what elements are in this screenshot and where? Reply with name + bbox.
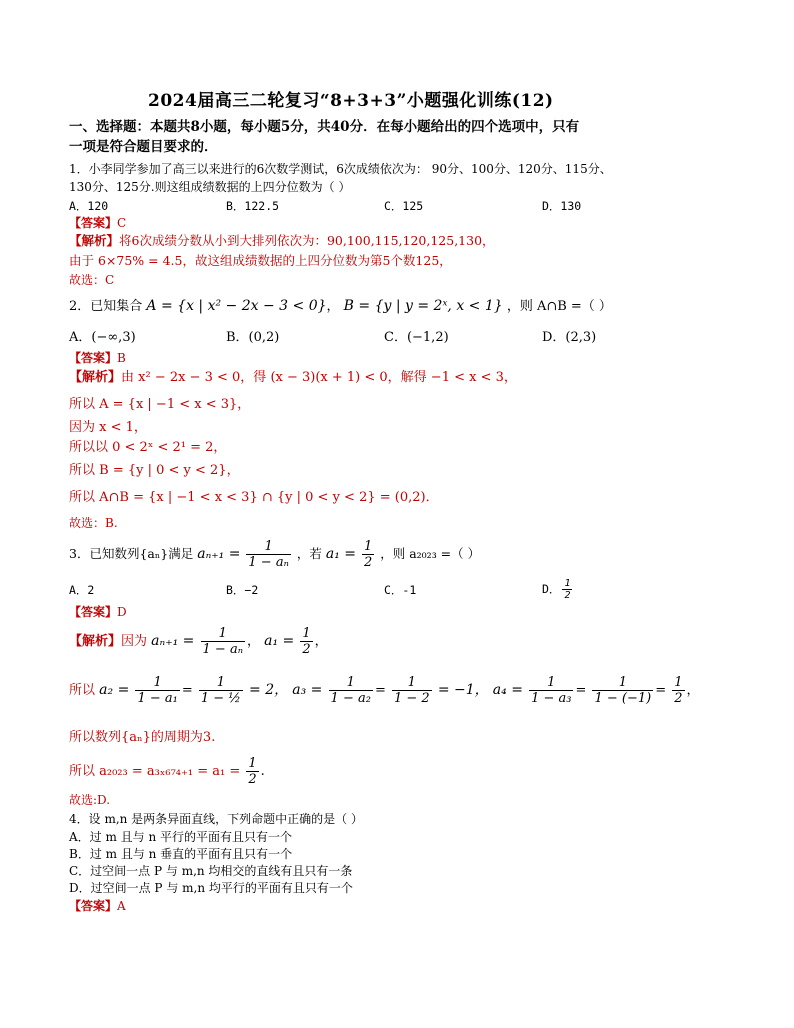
answer-label: 【答案】 [69,216,118,230]
q3-analysis2-prefix: 所以 [69,683,96,698]
frac-num: 1 [199,675,243,691]
q3-option-d-prefix: D． [542,582,561,596]
q1-stem: 1．小李同学参加了高三以来进行的6次数学测试，6次成绩依次为： 90分、100分、120分、115分、 [69,162,612,176]
q2-analysis-text: 由 x² − 2x − 3 < 0，得 (x − 3)(x + 1) < 0，解得 −1 < x < 3， [121,370,517,385]
q2-stem-suffix: ，则 A∩B =（ ） [506,299,612,314]
q3-analysis-prefix: 因为 [121,634,148,649]
q2-set-a: A = {x | x² − 2x − 3 < 0} [146,298,327,314]
frac-num: 1 [674,675,683,690]
q3-analysis-a1: a₁ = [264,633,295,649]
q3-option-b: B．−2 [226,583,259,597]
frac-num: 1 [363,539,373,554]
q2-stem: 2．已知集合 A = {x | x² − 2x − 3 < 0}， B = {y | y = 2ˣ, x < 1} ，则 A∩B =（ ） [69,298,612,314]
frac-num: 1 [201,626,245,642]
q3-stem-prefix: 3．已知数列{aₙ}满足 [69,546,194,561]
frac-num: 1 [248,756,257,771]
q3-option-d [542,575,574,603]
q3-analysis4-text: 所以 a₂₀₂₃ = a₃ₓ₆₇₄₊₁ = a₁ = [69,764,241,779]
q1-analysis-text: 将6次成绩分数从小到大排列依次为：90,100,115,120,125,130， [119,233,495,248]
page-title: 2024届高三二轮复习“8+3+3”小题强化训练(12) [148,91,554,111]
q4-option-b: B．过 m 且与 n 垂直的平面有且只有一个 [69,847,293,861]
frac-den: 2 [363,555,373,570]
frac-den: 2 [248,772,257,787]
section-heading: 一、选择题：本题共8小题，每小题5分，共40分．在每小题给出的四个选项中，只有 [69,119,580,135]
q3-option-c: C．-1 [384,583,417,597]
q3-analysis-a1-fraction [300,626,312,657]
q2-set-b: B = {y | y = 2ˣ, x < 1} [343,298,503,314]
q3-recurrence-fraction [246,539,290,570]
q3-analysis-lhs: aₙ₊₁ = [151,633,195,649]
frac-num: 1 [135,675,179,691]
frac-den: 2 [564,590,571,601]
q2-analysis-6: 所以 A∩B = {x | −1 < x < 3} ∩ {y | 0 < y < 2} = (0,2)． [69,490,439,505]
analysis-label: 【解析】 [69,233,120,248]
q3-option-a: A．2 [69,583,95,597]
answer-label: 【答案】 [69,351,118,365]
answer-label: 【答案】 [69,605,118,619]
q3-analysis: 【解析】因为 aₙ₊₁ = $\frac{1}{\text{1 − aₙ}}$ ， a₁ = $\frac{1}{2}$ ， [69,626,328,657]
frac-num: 1 [564,578,571,589]
q3-a4-frac1 [529,675,573,706]
q2-answer [69,350,126,366]
q4-answer [69,898,126,914]
q3-a4-frac2 [592,675,653,706]
analysis-label: 【解析】 [69,634,122,649]
q3-a2-value: = 2， [249,682,289,698]
q4-answer-value: A [117,899,126,913]
frac-num: 1 [392,675,432,691]
q3-a3: a₃ = [292,682,323,698]
q3-stem [69,538,480,570]
frac-den: 2 [302,642,311,657]
frac-den: 1 − aₙ [202,642,243,657]
q3-answer-value: D [117,605,127,619]
q3-analysis-2: 所以 a₂ = $\frac{1}{\text{1 − a₁}}$ = $\frac{1}{\text{1 − ½}}$ = 2， a₃ = $\frac{1}{\text{1 − a₂}}$ = $\frac{1}{1 - 2}$ = −1， a₄ = $\frac{1}{\text{1 − a₃}}$ = $\frac{1}{1 - (-1)}$ = $\frac{1}{2}$ ， [69,675,700,706]
frac-num: 1 [592,675,653,691]
q2-option-a: A．(−∞,3) [69,330,136,345]
q1-option-c: C．125 [384,199,424,213]
q4-option-a: A．过 m 且与 n 平行的平面有且只有一个 [69,830,293,844]
q3-a4-frac3 [672,675,684,706]
q1-option-a: A．120 [69,199,109,213]
section-heading-cont: 一项是符合题目要求的． [69,139,218,155]
q3-a2-frac2 [199,675,243,706]
frac-den: 1 − (−1) [594,691,652,706]
q2-analysis [69,370,517,386]
frac-num: 1 [329,675,373,691]
q3-stem-mid: ，若 [296,546,322,561]
q3-recurrence-lhs: aₙ₊₁ = [197,546,241,562]
q2-analysis-4: 所以以 0 < 2ˣ < 2¹ = 2， [69,440,227,455]
q1-option-b: B．122.5 [226,199,280,213]
frac-num: 1 [529,675,573,691]
frac-num: 1 [246,539,290,555]
frac-den: 1 − a₁ [137,691,178,706]
q2-analysis-5: 所以 B = {y | 0 < y < 2}， [69,463,240,478]
q3-analysis-4: 所以 a₂₀₂₃ = a₃ₓ₆₇₄₊₁ = a₁ = $\frac{1}{2}$ . [69,756,265,787]
q3-a1-lhs: a₁ = [325,546,356,562]
q2-answer-value: B [117,351,126,365]
q4-option-d: D．过空间一点 P 与 m,n 均平行的平面有且只有一个 [69,881,353,895]
q2-conclusion: 故选：B. [69,516,118,530]
q3-analysis4-fraction [246,756,258,787]
q2-option-b: B．(0,2) [226,330,280,345]
q3-a3-frac1 [329,675,373,706]
q1-option-d: D．130 [542,199,582,213]
q1-analysis-2: 由于 6×75% = 4.5，故这组成绩数据的上四分位数为第5个数125， [69,253,452,268]
q2-stem-prefix: 2．已知集合 [69,299,143,314]
q3-a2: a₂ = [99,682,130,698]
q2-option-c: C．(−1,2) [384,330,449,345]
q3-a3-frac2 [392,675,432,706]
q3-stem-suffix: ，则 a₂₀₂₃ =（ ） [380,546,481,561]
frac-den: 1 − a₃ [531,691,572,706]
frac-den: 1 − a₂ [330,691,371,706]
q3-a2-frac1 [135,675,179,706]
q3-analysis-fraction [201,626,245,657]
frac-den: 1 − ½ [200,691,241,706]
q3-a4: a₄ = [492,682,523,698]
q3-answer [69,604,127,620]
q1-analysis [69,233,495,249]
q2-analysis-3: 因为 x < 1， [69,420,147,435]
q3-conclusion: 故选:D. [69,793,111,807]
answer-label: 【答案】 [69,899,118,913]
q4-stem: 4．设 m,n 是两条异面直线，下列命题中正确的是（ ） [69,812,364,826]
q1-answer-value: C [117,216,127,230]
q1-answer [69,215,126,231]
q2-option-d: D．(2,3) [542,330,597,345]
q3-option-d-fraction [562,578,572,601]
q3-analysis-3: 所以数列{aₙ}的周期为3. [69,730,216,745]
frac-den: 2 [674,691,683,706]
q1-conclusion: 故选：C [69,273,115,287]
frac-num: 1 [302,626,311,641]
q3-a1-fraction [362,539,374,570]
q1-stem-cont: 130分、125分.则这组成绩数据的上四分位数为（ ） [69,180,351,194]
q2-analysis-2: 所以 A = {x | −1 < x < 3}， [69,397,251,412]
q3-a3-value: = −1， [437,682,489,698]
q4-option-c: C．过空间一点 P 与 m,n 均相交的直线有且只有一条 [69,864,353,878]
frac-den: 1 − 2 [393,691,430,706]
analysis-label: 【解析】 [69,370,122,385]
frac-den: 1 − aₙ [248,555,289,570]
